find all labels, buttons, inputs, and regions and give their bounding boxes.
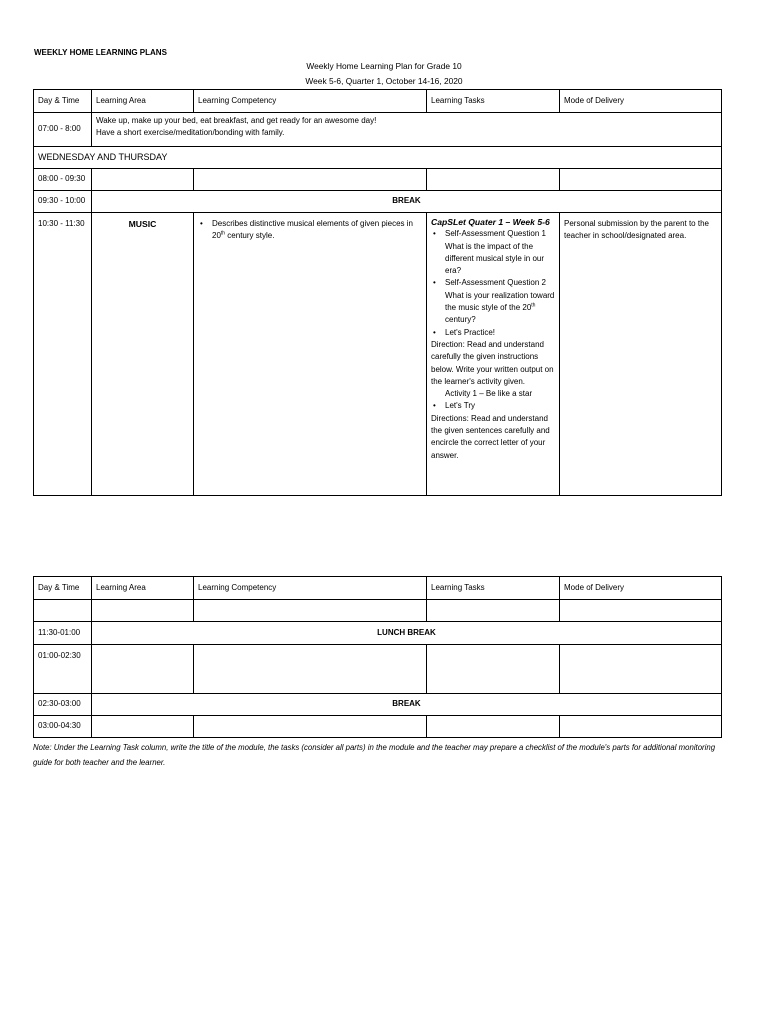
empty-cell xyxy=(560,600,722,622)
footnote: Note: Under the Learning Task column, write the title of the module, the tasks (consider all parts) in the module and the teacher may prepare a checklist of the module's parts for additional monitoring guide for both teacher and the learner. xyxy=(33,743,716,767)
col-mode-of-delivery: Mode of Delivery xyxy=(560,577,722,600)
empty-cell xyxy=(92,169,194,191)
routine-line: Wake up, make up your bed, eat breakfast, and get ready for an awesome day! xyxy=(96,116,377,125)
plan-title: Weekly Home Learning Plan for Grade 10 xyxy=(306,61,462,71)
empty-cell xyxy=(34,600,92,622)
empty-cell xyxy=(427,716,560,738)
task-direction: Directions: Read and understand the given sentences carefully and encircle the correct letter of your answer. xyxy=(431,413,550,460)
plan-subtitle: Week 5-6, Quarter 1, October 14-16, 2020 xyxy=(305,76,463,86)
empty-cell xyxy=(427,600,560,622)
empty-cell xyxy=(194,645,427,694)
time-cell: 01:00-02:30 xyxy=(34,645,92,694)
competency-cell xyxy=(194,213,427,496)
col-learning-tasks: Learning Tasks xyxy=(427,577,560,600)
empty-cell xyxy=(194,169,427,191)
day-heading-row xyxy=(34,147,722,169)
table-row xyxy=(34,169,722,191)
table-row xyxy=(34,645,722,694)
competency-item: • Describes distinctive musical elements of given pieces in 20th century style. xyxy=(212,218,422,243)
task-item: • Let's Try xyxy=(445,400,555,412)
break-row xyxy=(34,191,722,213)
table-header-row xyxy=(34,90,722,113)
col-learning-area: Learning Area xyxy=(92,577,194,600)
task-item: • Self-Assessment Question 1 What is the impact of the different musical style in our era? xyxy=(445,228,555,277)
routine-line: Have a short exercise/meditation/bonding with family. xyxy=(96,128,285,138)
module-title: CapSLet Quater 1 – Week 5-6 xyxy=(431,217,550,227)
table-header-row xyxy=(34,577,722,600)
time-cell: 09:30 - 10:00 xyxy=(34,191,92,213)
empty-cell xyxy=(427,645,560,694)
time-cell: 02:30-03:00 xyxy=(34,694,92,716)
learning-plan-table-1 xyxy=(33,89,722,496)
learning-plan-table-2 xyxy=(33,576,722,738)
empty-cell xyxy=(92,716,194,738)
lunch-break-label: LUNCH BREAK xyxy=(92,622,722,645)
time-cell: 03:00-04:30 xyxy=(34,716,92,738)
break-label: BREAK xyxy=(92,191,722,213)
time-cell: 11:30-01:00 xyxy=(34,622,92,645)
learning-tasks-cell xyxy=(427,213,560,496)
col-learning-area: Learning Area xyxy=(92,90,194,113)
task-direction: Direction: Read and understand carefully the given instructions below. Write your written output on the learner's activity given. xyxy=(431,339,554,386)
table-row xyxy=(34,716,722,738)
routine-cell xyxy=(92,113,722,147)
table-row xyxy=(34,213,722,496)
time-cell: 10:30 - 11:30 xyxy=(34,213,92,496)
break-row xyxy=(34,622,722,645)
task-activity: Activity 1 – Be like a star xyxy=(445,389,533,399)
col-mode-of-delivery: Mode of Delivery xyxy=(560,90,722,113)
table-row xyxy=(34,600,722,622)
col-day-time: Day & Time xyxy=(34,90,92,113)
col-learning-tasks: Learning Tasks xyxy=(427,90,560,113)
time-cell: 08:00 - 09:30 xyxy=(34,169,92,191)
task-item: • Let's Practice! xyxy=(445,327,555,339)
col-learning-competency: Learning Competency xyxy=(194,577,427,600)
empty-cell xyxy=(560,169,722,191)
empty-cell xyxy=(92,600,194,622)
document-label: WEEKLY HOME LEARNING PLANS xyxy=(34,48,167,57)
col-day-time: Day & Time xyxy=(34,577,92,600)
col-learning-competency: Learning Competency xyxy=(194,90,427,113)
table-row xyxy=(34,113,722,147)
empty-cell xyxy=(194,600,427,622)
empty-cell xyxy=(427,169,560,191)
learning-area-cell: MUSIC xyxy=(92,213,194,496)
delivery-cell: Personal submission by the parent to the teacher in school/designated area. xyxy=(560,213,722,496)
task-item: • Self-Assessment Question 2 What is your realization toward the music style of the 20th century? xyxy=(445,277,555,326)
empty-cell xyxy=(194,716,427,738)
empty-cell xyxy=(560,716,722,738)
day-heading: WEDNESDAY AND THURSDAY xyxy=(34,147,722,169)
empty-cell xyxy=(560,645,722,694)
empty-cell xyxy=(92,645,194,694)
break-row xyxy=(34,694,722,716)
time-cell: 07:00 - 8:00 xyxy=(34,113,92,147)
break-label: BREAK xyxy=(92,694,722,716)
